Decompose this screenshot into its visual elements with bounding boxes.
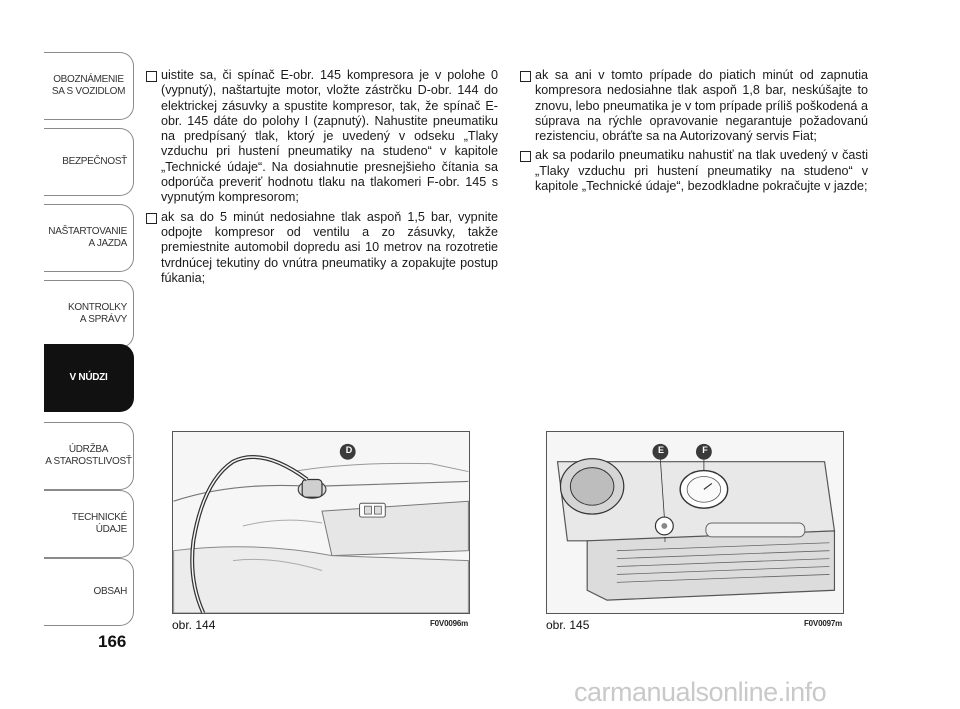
marker-f-label: F xyxy=(702,445,708,455)
tab-nastartovanie[interactable]: NAŠTARTOVANIE A JAZDA xyxy=(44,204,134,272)
tab-v-nudzi[interactable]: V NÚDZI xyxy=(44,344,134,412)
list-item: uistite sa, či spínač E-obr. 145 kompresora je v polohe 0 (vypnutý), naštartujte motor, vložte zástrčku D-obr. 144 do elektrickej zásuvky a spustite kompresor, tak, že spínač E-obr. 145 dáte do polohy I (zapnutý). Nahustite pneumatiku na predpísaný tlak, ktorý je uvedený v odseku „Tlaky vzduchu pri hustení pneumatiky na studeno“ v kapitole „Technické údaje“. Na dosiahnutie presnejšieho čítania sa odporúča preveriť hodnotu tlaku na tlakomeri F-obr. 145 s vypnutým kompresorom; xyxy=(146,68,498,206)
figure-144-code: F0V0096m xyxy=(430,619,468,628)
switch-position-label: I xyxy=(664,537,666,544)
left-text-column xyxy=(146,68,498,290)
tab-oboznamenie[interactable]: OBOZNÁMENIE SA S VOZIDLOM xyxy=(44,52,134,120)
figure-144-illustration xyxy=(172,431,470,614)
right-text-column xyxy=(520,68,868,198)
plug-in-socket-drawing xyxy=(173,432,469,613)
figure-144-caption: obr. 144 xyxy=(172,618,216,632)
page-number: 166 xyxy=(98,632,127,651)
tab-obsah[interactable]: OBSAH xyxy=(44,558,134,626)
figure-145-code: F0V0097m xyxy=(804,619,842,628)
watermark: carmanualsonline.info xyxy=(574,677,827,707)
tab-technicke-udaje[interactable]: TECHNICKÉ ÚDAJE xyxy=(44,490,134,558)
tab-udrzba[interactable]: ÚDRŽBA A STAROSTLIVOSŤ xyxy=(44,422,134,490)
marker-d-label: D xyxy=(345,445,353,455)
list-item: ak sa podarilo pneumatiku nahustiť na tlak uvedený v časti „Tlaky vzduchu pri hustení pneumatiky na studeno“ v kapitole „Technické údaje“, bezodkladne pokračujte v jazde; xyxy=(520,148,868,194)
figure-145-illustration xyxy=(546,431,844,614)
list-item: ak sa ani v tomto prípade do piatich minút od zapnutia kompresora nedosiahne tlak aspoň 1,8 bar, neskúšajte to znovu, lebo pneumatika je v tom prípade príliš poškodená a súprava na rýchle opravovanie negarantuje požadovanú rezistenciu, obráťte sa na Autorizovaný servis Fiat; xyxy=(520,68,868,144)
list-item: ak sa do 5 minút nedosiahne tlak aspoň 1,5 bar, vypnite odpojte kompresor od ventilu a zo zásuvky, takže premiestnite automobil dopredu asi 10 metrov na rozotretie tvrdnúcej tekutiny do vnútra pneumatiky a zopakujte postup fúkania; xyxy=(146,210,498,286)
marker-e-label: E xyxy=(657,445,664,455)
figure-145-caption: obr. 145 xyxy=(546,618,590,632)
compressor-drawing xyxy=(547,432,843,613)
tab-kontrolky[interactable]: KONTROLKY A SPRÁVY xyxy=(44,280,134,348)
tab-bezpecnost[interactable]: BEZPEČNOSŤ xyxy=(44,128,134,196)
